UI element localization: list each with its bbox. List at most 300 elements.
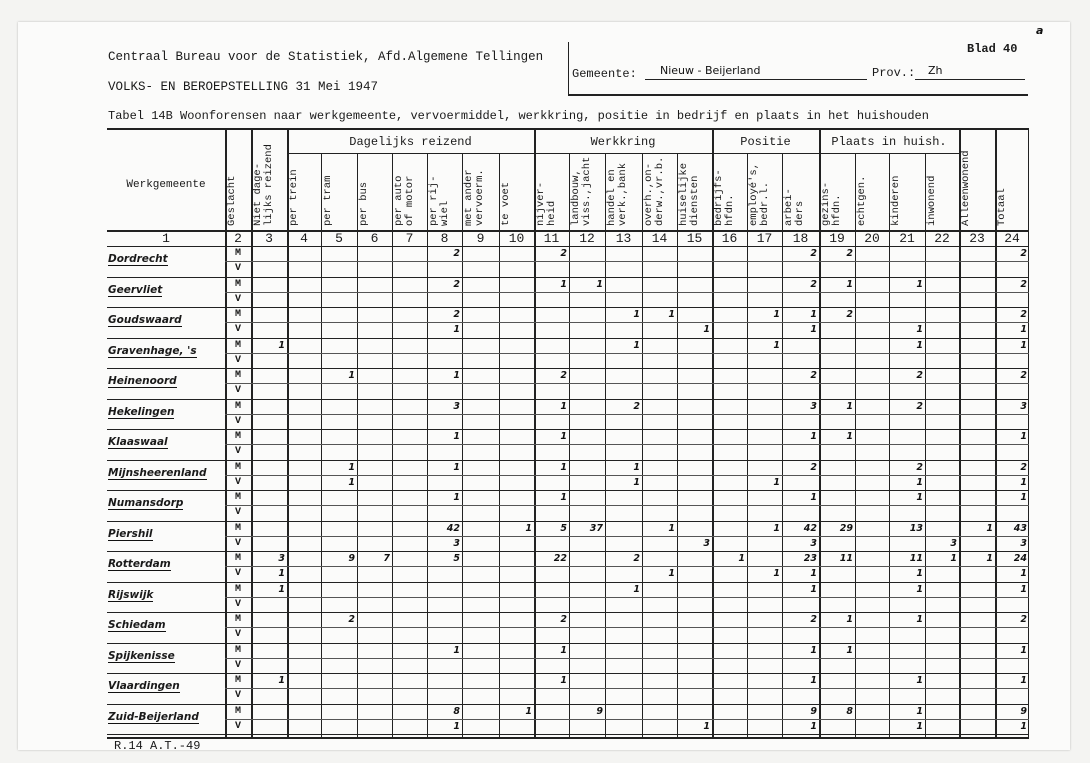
cell-value: 1 [916, 705, 923, 717]
place-name [108, 558, 171, 570]
gemeente-underline [645, 79, 867, 80]
cell-value: 1 [810, 675, 817, 686]
cell-value: 3 [1020, 537, 1027, 549]
cell-value: 1 [810, 583, 817, 595]
cell-value: 1 [560, 400, 567, 412]
cell-value: 1 [633, 309, 640, 320]
place-name [108, 497, 183, 509]
cell-value: 2 [1020, 370, 1027, 381]
cell-value: 24 [1013, 553, 1027, 564]
cell-value: 1 [453, 492, 460, 503]
column-header-23: Alleenwonend [960, 150, 972, 226]
cell-value: 42 [803, 522, 817, 534]
row-sex-divider [225, 688, 1029, 689]
column-number-8: 8 [440, 231, 449, 246]
cell-value: 1 [810, 324, 817, 336]
cell-value: 1 [916, 720, 923, 732]
row-divider [107, 338, 1029, 339]
cell-value: 1 [810, 568, 817, 580]
cell-value: 3 [278, 553, 285, 564]
cell-value: 1 [1020, 720, 1027, 732]
gemeente-label: Gemeente: [572, 67, 637, 81]
sex-label: V [234, 476, 241, 488]
place-name-text: Gravenhage, 's [108, 344, 197, 357]
cell-value: 1 [1020, 476, 1027, 488]
sex-label: V [234, 415, 241, 427]
cell-value: 5 [453, 553, 460, 564]
cell-value: 1 [1020, 675, 1027, 686]
column-header-6: per bus [358, 181, 370, 226]
cell-value: 1 [560, 461, 567, 473]
cell-value: 1 [1020, 644, 1027, 656]
row-sex-divider [225, 566, 1029, 567]
cell-value: 1 [633, 476, 640, 488]
sheet-number: Blad 40 [967, 42, 1018, 56]
cell-value: 3 [1020, 400, 1027, 412]
sex-label: M [234, 309, 241, 320]
cell-value: 1 [773, 568, 780, 580]
row-sex-divider [225, 627, 1029, 628]
gemeente-value: Nieuw - Beijerland [660, 64, 761, 77]
cell-value: 37 [589, 522, 603, 534]
cell-value: 1 [703, 720, 710, 732]
cell-value: 1 [525, 705, 532, 717]
cell-value: 1 [348, 461, 355, 473]
cell-value: 1 [846, 614, 853, 625]
cell-value: 1 [810, 720, 817, 732]
sex-label: V [234, 263, 241, 275]
sex-label: V [234, 720, 241, 732]
cell-value: 1 [278, 675, 285, 686]
row-divider [107, 582, 1029, 583]
cell-value: 2 [810, 278, 817, 290]
cell-value: 2 [633, 553, 640, 564]
column-number-7: 7 [405, 231, 414, 246]
cell-value: 2 [810, 248, 817, 259]
census-table [107, 128, 1029, 738]
place-name [108, 284, 162, 296]
header-rule [568, 94, 1028, 96]
row-sex-divider [225, 261, 1029, 262]
row-divider [107, 551, 1029, 552]
column-number-24: 24 [1004, 231, 1020, 246]
cell-value: 1 [348, 476, 355, 488]
cell-value: 9 [348, 553, 355, 564]
cell-value: 2 [560, 370, 567, 381]
sex-label: V [234, 690, 241, 702]
cell-value: 1 [773, 309, 780, 320]
cell-value: 1 [453, 461, 460, 473]
column-number-1: 1 [162, 231, 170, 246]
cell-value: 2 [810, 370, 817, 381]
place-name-text: Zuid-Beijerland [108, 710, 199, 723]
column-header-9: met ander vervoerm. [463, 169, 486, 226]
row-divider [107, 490, 1029, 491]
prov-underline [915, 79, 1025, 80]
column-header-21: kinderen [890, 175, 902, 226]
cell-value: 9 [1020, 705, 1027, 717]
table-right-edge [1028, 128, 1029, 738]
place-name-text: Rijswijk [108, 588, 154, 601]
column-number-22: 22 [934, 231, 950, 246]
cell-value: 2 [453, 278, 460, 290]
row-sex-divider [225, 353, 1029, 354]
cell-value: 2 [1020, 248, 1027, 259]
row-sex-divider [225, 383, 1029, 384]
cell-value: 2 [846, 248, 853, 259]
sex-label: M [234, 400, 241, 412]
cell-value: 1 [525, 522, 532, 534]
column-number-21: 21 [899, 231, 915, 246]
cell-value: 1 [810, 644, 817, 656]
cell-value: 2 [1020, 309, 1027, 320]
cell-value: 11 [839, 553, 853, 564]
column-number-10: 10 [508, 231, 525, 246]
sex-label: V [234, 598, 241, 610]
row-sex-divider [225, 444, 1029, 445]
place-name-text: Spijkenisse [108, 649, 175, 662]
column-number-23: 23 [969, 231, 985, 246]
cell-value: 3 [810, 537, 817, 549]
group-header-dagelijks: Dagelijks reizend [349, 135, 472, 149]
column-header-11: nijver- heid [535, 181, 558, 226]
table-top-rule [107, 128, 1029, 130]
column-header-10: te voet [500, 181, 512, 226]
cell-value: 1 [810, 431, 817, 442]
place-name [108, 436, 168, 448]
cell-value: 1 [810, 309, 817, 320]
cell-value: 22 [553, 553, 567, 564]
place-name-text: Vlaardingen [108, 680, 180, 692]
sex-label: M [234, 705, 241, 717]
place-name-text: Heinenoord [108, 375, 177, 387]
place-name [108, 253, 168, 265]
cell-value: 1 [916, 614, 923, 625]
row-sex-divider [225, 505, 1029, 506]
group-header-werkkring: Werkkring [590, 135, 656, 149]
sex-label: M [234, 248, 241, 259]
cell-value: 3 [950, 537, 957, 549]
cell-value: 1 [916, 568, 923, 580]
column-header-2: Geslacht [226, 175, 238, 226]
place-name-text: Schiedam [108, 619, 166, 631]
cell-value: 1 [703, 324, 710, 336]
sex-label: V [234, 385, 241, 397]
prov-value: Zh [928, 64, 943, 77]
cell-value: 1 [560, 492, 567, 503]
table-title: Tabel 14B Woonforensen naar werkgemeente, vervoermiddel, werkkring, positie in bedrijf en plaats in het huishouden [108, 109, 929, 123]
row-divider [107, 368, 1029, 369]
column-number-6: 6 [370, 231, 379, 246]
column-header-13: handel en verk.,bank [606, 162, 629, 226]
sex-label: M [234, 553, 241, 564]
cell-value: 2 [453, 309, 460, 320]
sex-label: V [234, 324, 241, 336]
place-name-text: Dordrecht [108, 253, 168, 265]
place-name [108, 314, 182, 326]
row-divider [107, 277, 1029, 278]
cell-value: 1 [1020, 431, 1027, 442]
row-sex-divider [225, 322, 1029, 323]
sex-label: V [234, 507, 241, 519]
column-number-17: 17 [756, 231, 773, 246]
sex-label: M [234, 461, 241, 473]
cell-value: 1 [846, 644, 853, 656]
cell-value: 1 [668, 568, 675, 580]
cell-value: 1 [453, 370, 460, 381]
column-header-17: employé's, bedr.l. [748, 162, 771, 226]
column-number-11: 11 [543, 231, 560, 246]
cell-value: 1 [453, 644, 460, 656]
cell-value: 2 [916, 370, 923, 381]
cell-value: 1 [348, 370, 355, 381]
cell-value: 1 [810, 492, 817, 503]
cell-value: 43 [1013, 522, 1027, 534]
sex-label: V [234, 568, 241, 580]
cell-value: 1 [453, 431, 460, 442]
place-name [108, 375, 177, 387]
column-header-16: bedrijfs- hfdn. [713, 169, 736, 226]
body-top-rule [107, 246, 1029, 247]
place-name [108, 345, 197, 357]
cell-value: 3 [703, 537, 710, 549]
row-divider [107, 460, 1029, 461]
cell-value: 1 [773, 522, 780, 534]
column-number-16: 16 [721, 231, 738, 246]
row-divider [107, 429, 1029, 430]
cell-value: 1 [916, 476, 923, 488]
column-header-15: huiselijke diensten [678, 162, 701, 226]
row-sex-divider [225, 292, 1029, 293]
column-header-4: per trein [288, 169, 300, 226]
cell-value: 2 [453, 248, 460, 259]
cell-value: 2 [560, 614, 567, 625]
column-header-12: landbouw, viss.,jacht [570, 156, 593, 226]
row-divider [107, 643, 1029, 644]
corner-mark: a [1036, 24, 1044, 37]
place-name [108, 528, 153, 540]
cell-value: 1 [773, 476, 780, 488]
row-divider [107, 521, 1029, 522]
place-name-text: Geervliet [108, 283, 163, 296]
cell-value: 1 [278, 583, 285, 595]
place-name-text: Klaaswaal [108, 436, 168, 448]
cell-value: 2 [348, 614, 355, 625]
cell-value: 1 [986, 553, 993, 564]
group-header-rule [819, 153, 959, 154]
place-name [108, 680, 180, 692]
cell-value: 1 [846, 278, 853, 290]
place-name-text: Piershil [108, 527, 153, 540]
cell-value: 2 [916, 461, 923, 473]
column-header-7: per auto of motor [393, 175, 416, 226]
cell-value: 2 [560, 248, 567, 259]
cell-value: 5 [560, 522, 567, 534]
column-number-20: 20 [864, 231, 880, 246]
column-header-19: gezins- hfdn. [820, 181, 843, 226]
cell-value: 3 [810, 400, 817, 412]
place-name [108, 467, 207, 479]
cell-value: 1 [278, 568, 285, 580]
cell-value: 9 [596, 705, 603, 717]
row-divider [107, 673, 1029, 674]
group-header-rule [712, 153, 819, 154]
sex-label: M [234, 431, 241, 442]
cell-value: 1 [453, 720, 460, 732]
cell-value: 2 [916, 400, 923, 412]
cell-value: 1 [560, 675, 567, 686]
sex-label: V [234, 537, 241, 549]
cell-value: 2 [1020, 461, 1027, 473]
census-title: VOLKS- EN BEROEPSTELLING 31 Mei 1947 [108, 80, 379, 94]
column-number-15: 15 [686, 231, 703, 246]
sex-label: M [234, 370, 241, 381]
cell-value: 23 [803, 553, 817, 564]
sex-label: M [234, 583, 241, 595]
column-header-8: per rij- wiel [428, 175, 451, 226]
sex-label: V [234, 446, 241, 458]
cell-value: 1 [846, 400, 853, 412]
cell-value: 8 [846, 705, 853, 717]
bureau-name: Centraal Bureau voor de Statistiek, Afd.Algemene Tellingen [108, 50, 544, 64]
place-name-text: Rotterdam [108, 558, 171, 570]
cell-value: 3 [453, 400, 460, 412]
cell-value: 1 [633, 583, 640, 595]
column-header-18: arbei- ders [783, 188, 806, 226]
cell-value: 1 [560, 431, 567, 442]
column-number-4: 4 [300, 231, 308, 246]
place-name-text: Mijnsheerenland [108, 466, 207, 479]
row-sex-divider [225, 597, 1029, 598]
row-divider [107, 734, 1029, 735]
column-number-12: 12 [579, 231, 595, 246]
column-number-19: 19 [829, 231, 845, 246]
cell-value: 2 [846, 309, 853, 320]
column-header-14: overh.,on- derw.,vr.b. [643, 156, 666, 226]
row-divider [107, 307, 1029, 308]
place-name [108, 650, 175, 662]
sex-label: M [234, 522, 241, 534]
cell-value: 1 [986, 522, 993, 534]
cell-value: 1 [950, 553, 957, 564]
place-name [108, 589, 153, 601]
column-header-24: Totaal [996, 188, 1008, 226]
cell-value: 1 [596, 278, 603, 290]
cell-value: 1 [738, 553, 745, 564]
cell-value: 1 [633, 461, 640, 473]
cell-value: 1 [453, 324, 460, 336]
place-name [108, 711, 199, 723]
sex-label: M [234, 614, 241, 625]
cell-value: 1 [773, 339, 780, 351]
sex-label: M [234, 278, 241, 290]
place-name [108, 619, 166, 631]
row-sex-divider [225, 414, 1029, 415]
column-header-20: echtgen. [856, 175, 868, 226]
cell-value: 1 [916, 492, 923, 503]
sex-label: V [234, 659, 241, 671]
group-header-positie: Positie [740, 135, 791, 149]
form-code: R.14 A.T.-49 [114, 739, 201, 753]
sex-label: M [234, 339, 241, 351]
row-divider [107, 399, 1029, 400]
place-name-text: Numansdorp [108, 497, 184, 509]
column-number-2: 2 [234, 231, 242, 246]
cell-value: 2 [810, 461, 817, 473]
cell-value: 1 [1020, 324, 1027, 336]
column-header-22: inwonend [926, 175, 938, 226]
place-name [108, 406, 174, 418]
cell-value: 9 [810, 705, 817, 717]
cell-value: 1 [1020, 568, 1027, 580]
prov-label: Prov.: [872, 66, 916, 80]
cell-value: 1 [633, 339, 640, 351]
cell-value: 7 [383, 553, 390, 564]
cell-value: 1 [1020, 583, 1027, 595]
sex-label: M [234, 644, 241, 656]
cell-value: 1 [1020, 339, 1027, 351]
cell-value: 3 [453, 537, 460, 549]
cell-value: 2 [1020, 278, 1027, 290]
column-number-3: 3 [265, 231, 273, 246]
sex-label: M [234, 675, 241, 686]
cell-value: 1 [916, 675, 923, 686]
cell-value: 1 [916, 278, 923, 290]
group-header-rule [534, 153, 712, 154]
row-divider [107, 704, 1029, 705]
group-header-plaats: Plaats in huish. [831, 135, 947, 149]
sex-label: V [234, 629, 241, 641]
row-sex-divider [225, 536, 1029, 537]
place-name-text: Hekelingen [108, 405, 175, 418]
sex-label: V [234, 354, 241, 366]
cell-value: 13 [909, 522, 923, 534]
sex-label: M [234, 492, 241, 503]
cell-value: 1 [1020, 492, 1027, 503]
cell-value: 1 [668, 522, 675, 534]
column-number-5: 5 [335, 231, 343, 246]
cell-value: 8 [453, 705, 460, 717]
place-name-text: Goudswaard [108, 314, 182, 326]
row-sex-divider [225, 475, 1029, 476]
header-divider [568, 42, 569, 94]
cell-value: 2 [810, 614, 817, 625]
sex-label: V [234, 293, 241, 305]
cell-value: 2 [1020, 614, 1027, 625]
cell-value: 1 [668, 309, 675, 320]
cell-value: 1 [560, 278, 567, 290]
row-divider [107, 612, 1029, 613]
cell-value: 29 [839, 522, 853, 534]
cell-value: 2 [633, 400, 640, 412]
cell-value: 1 [560, 644, 567, 656]
column-number-9: 9 [476, 231, 485, 246]
table-bottom-rule [107, 737, 1029, 739]
cell-value: 42 [446, 522, 460, 534]
column-number-13: 13 [615, 231, 632, 246]
column-number-18: 18 [792, 231, 809, 246]
cell-value: 1 [278, 339, 285, 351]
cell-value: 1 [916, 324, 923, 336]
cell-value: 1 [916, 583, 923, 595]
cell-value: 1 [846, 431, 853, 442]
cell-value: 1 [916, 339, 923, 351]
row-sex-divider [225, 658, 1029, 659]
column-header-3: Niet dage- lijks reizend [252, 144, 275, 226]
column-number-14: 14 [651, 231, 668, 246]
cell-value: 11 [909, 553, 923, 564]
column-header-werkgemeente: Werkgemeente [126, 179, 206, 191]
